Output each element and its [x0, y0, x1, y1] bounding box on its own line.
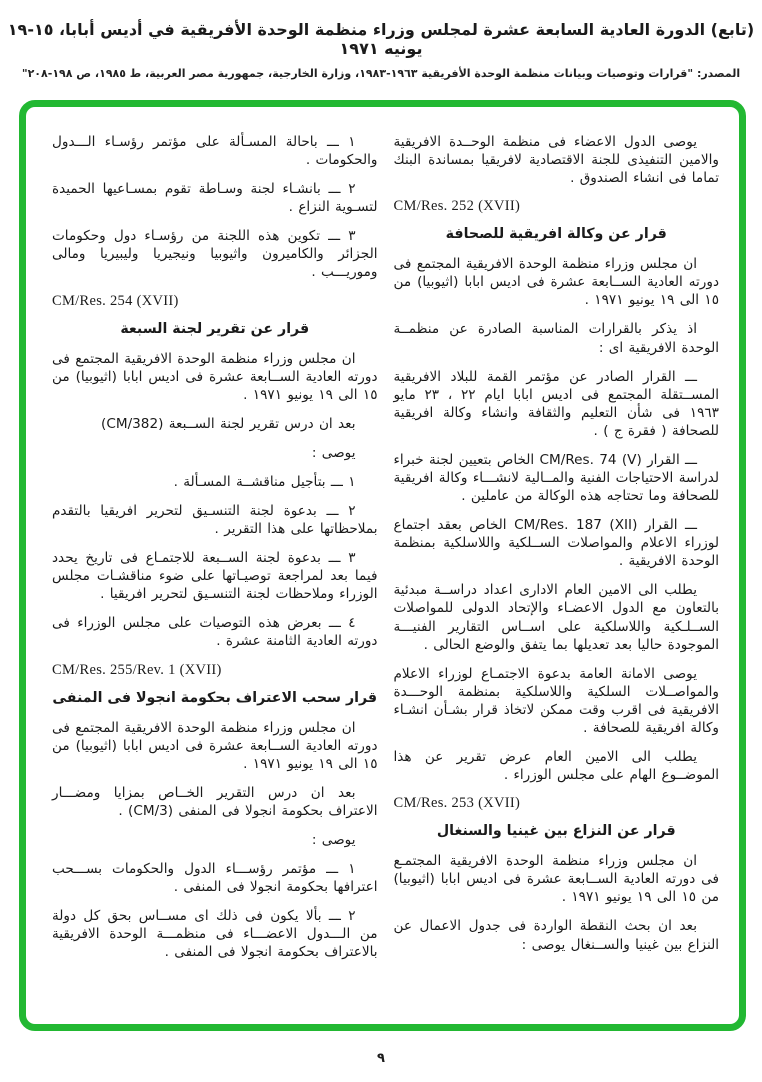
paragraph: ـــ القرار الصادر عن مؤتمر القمة للبلاد الافريقية المســتقلة المجتمع فى اديس ابابا ايام ٢٢ ، ٢٣ مايو ١٩٦٣ فى شأن التعليم والثقافة وانشاء وكالة افريقية للصحافة ( فقرة ج ) . [393, 368, 719, 439]
paragraph: ـــ القرار CM/Res. 187 (XII) الخاص بعقد اجتماع لوزراء الاعلام والمواصلات الســلكية واللاسلكية بمنظمة الوحدة الافريقية . [393, 517, 719, 570]
paragraph: يطلب الى الامين العام عرض تقرير عن هذا الموضــوع الهام على مجلس الوزراء . [393, 749, 719, 784]
paragraph: ٢ ـــ بألا يكون فى ذلك اى مســاس بحق كل دولة من الـــدول الاعضـــاء فى منظمـــة الوحدة الافريقية بالاعتراف بحكومة انجولا فى المنفى . [52, 908, 378, 961]
paragraph: ٢ ـــ بانشـاء لجنة وسـاطة تقوم بمسـاعيها الحميدة لتسـوية النزاع . [52, 181, 378, 216]
two-column-layout [26, 107, 739, 1024]
page-header [0, 20, 762, 80]
page-number: ٩ [377, 1051, 385, 1066]
paragraph: ان مجلس وزراء منظمة الوحدة الافريقية المجتمع فى دورته العادية الســابعة عشرة فى اديس ابابا (اثيوبيا) من ١٥ الى ١٩ يونيو ١٩٧١ . [52, 350, 378, 403]
resolution-number: CM/Res. 255/Rev. 1 (XVII) [52, 661, 222, 678]
resolution-number: CM/Res. 252 (XVII) [393, 198, 521, 215]
paragraph: ٤ ـــ بعرض هذه التوصيات على مجلس الوزراء فى دورته العادية الثامنة عشرة . [52, 615, 378, 650]
paragraph: يوصى : [311, 444, 356, 461]
paragraph: ٣ ـــ تكوين هذه اللجنة من رؤسـاء دول وحكومات الجزائر والكاميرون واثيوبيا ونيجيريا وليبيريا ومالى وموريـــب . [52, 228, 378, 281]
paragraph: بعد ان بحث النقطة الواردة فى جدول الاعمال عن النزاع بين غينيا والســنغال يوصى : [393, 918, 719, 953]
column-left [52, 133, 378, 1010]
paragraph: يوصى الدول الاعضاء فى منظمة الوحــدة الافريقية والامين التنفيذى للجنة الاقتصادية لافريقيا بمساندة البنك تماما فى انشاء الصندوق . [393, 134, 719, 187]
resolution-title: قرار سحب الاعتراف بحكومة انجولا فى المنفى [52, 689, 378, 706]
source-citation: المصدر: "قرارات وتوصيات وبيانات منظمة الوحدة الأفريقية ١٩٦٣-١٩٨٣، وزارة الخارجية، جمهورية مصر العربية، ط ١٩٨٥، ص ١٩٨-٢٠٨" [21, 67, 741, 80]
paragraph: ٣ ـــ بدعوة لجنة الســبعة للاجتمـاع فى تاريخ يحدد فيما بعد لمراجعة توصيـاتها على ضوء مناقشـات مجلس الوزراء وملاحظات لجنة التنسـيق لتحرير افريقيا . [52, 550, 378, 603]
resolution-number: CM/Res. 254 (XVII) [52, 292, 179, 309]
paragraph: ان مجلس وزراء منظمة الوحدة الافريقية المجتمع فى دورته العادية الســابعة عشرة فى اديس ابابا (اثيوبيا) من ١٥ الى ١٩ يونيو ١٩٧١ . [393, 256, 719, 309]
paragraph: يوصى الامانة العامة بدعوة الاجتمـاع لوزراء الاعلام والمواصــلات السلكية واللاسلكية بمنظمة الوحـــدة الافريقية فى اقرب وقت ممكن لاتخاذ قرار بشـأن انشـاء وكالة افريقية للصحافة . [393, 665, 719, 736]
paragraph: بعد ان درس تقرير لجنة الســبعة (CM/382) [101, 415, 356, 432]
paragraph: يوصى : [311, 831, 356, 848]
paragraph: يطلب الى الامين العام الادارى اعداد دراســة مبدئية بالتعاون مع الدول الاعضـاء والإتحاد الدولى للمواصلات الســلـكية واللاسلكية على اســاس التقارير الفنيـــة الموجودة حاليا بعد تعديلها بما يتفق والوضع الحالى . [393, 582, 719, 653]
column-right [394, 133, 720, 1010]
resolution-title: قرار عن تقرير لجنة السبعة [120, 320, 310, 337]
content-border-frame [19, 100, 746, 1031]
resolution-title: قرار عن وكالة افريقية للصحافة [445, 226, 667, 243]
paragraph: ـــ القرار CM/Res. 74 (V) الخاص بتعيين لجنة خبراء لدراسة الاحتياجات الفنية والمــالية لانشـــاء وكالة افريقية للصحافة وما تحتاجه هذه الوكالة من عاملين . [393, 451, 719, 505]
paragraph: اذ يذكر بالقرارات المناسبة الصادرة عن منظمــة الوحدة الافريقية اى : [393, 321, 719, 356]
paragraph: ١ ـــ بتأجيل مناقشــة المسـألة . [173, 473, 356, 490]
paragraph: ان مجلس وزراء منظمة الوحدة الافريقية المجتمع فى دورته العادية الســابعة عشرة فى اديس ابابا (اثيوبيا) من ١٥ الى ١٩ يونيو ١٩٧١ . [52, 719, 378, 772]
paragraph: ١ ـــ باحالة المسـألة على مؤتمر رؤسـاء الـــدول والحكومات . [52, 134, 378, 169]
paragraph: ان مجلس وزراء منظمة الوحدة الافريقية المجتمـع فى دورته العادية الســابعة عشرة فى اديس ابابا (اثيوبيا) من ١٥ الى ١٩ يونيو ١٩٧١ . [393, 853, 719, 906]
resolution-title: قرار عن النزاع بين غينيا والسنغال [436, 823, 676, 840]
paragraph: ١ ـــ مؤتمر رؤســـاء الدول والحكومات بســـحب اعترافها بحكومة انجولا فى المنفى . [52, 861, 378, 896]
paragraph: بعد ان درس التقرير الخــاص بمزايا ومضـــار الاعتراف بحكومة انجولا فى المنفى (CM/3) . [52, 784, 378, 819]
paragraph: ٢ ـــ بدعوة لجنة التنسـيق لتحرير افريقيا بالتقدم بملاحظاتها على هذا التقرير . [52, 503, 378, 538]
session-title: (تابع) الدورة العادية السابعة عشرة لمجلس وزراء منظمة الوحدة الأفريقية في أديس أبابا، ١٥-١٩ يونيه ١٩٧١ [7, 20, 755, 58]
resolution-number: CM/Res. 253 (XVII) [393, 795, 521, 812]
